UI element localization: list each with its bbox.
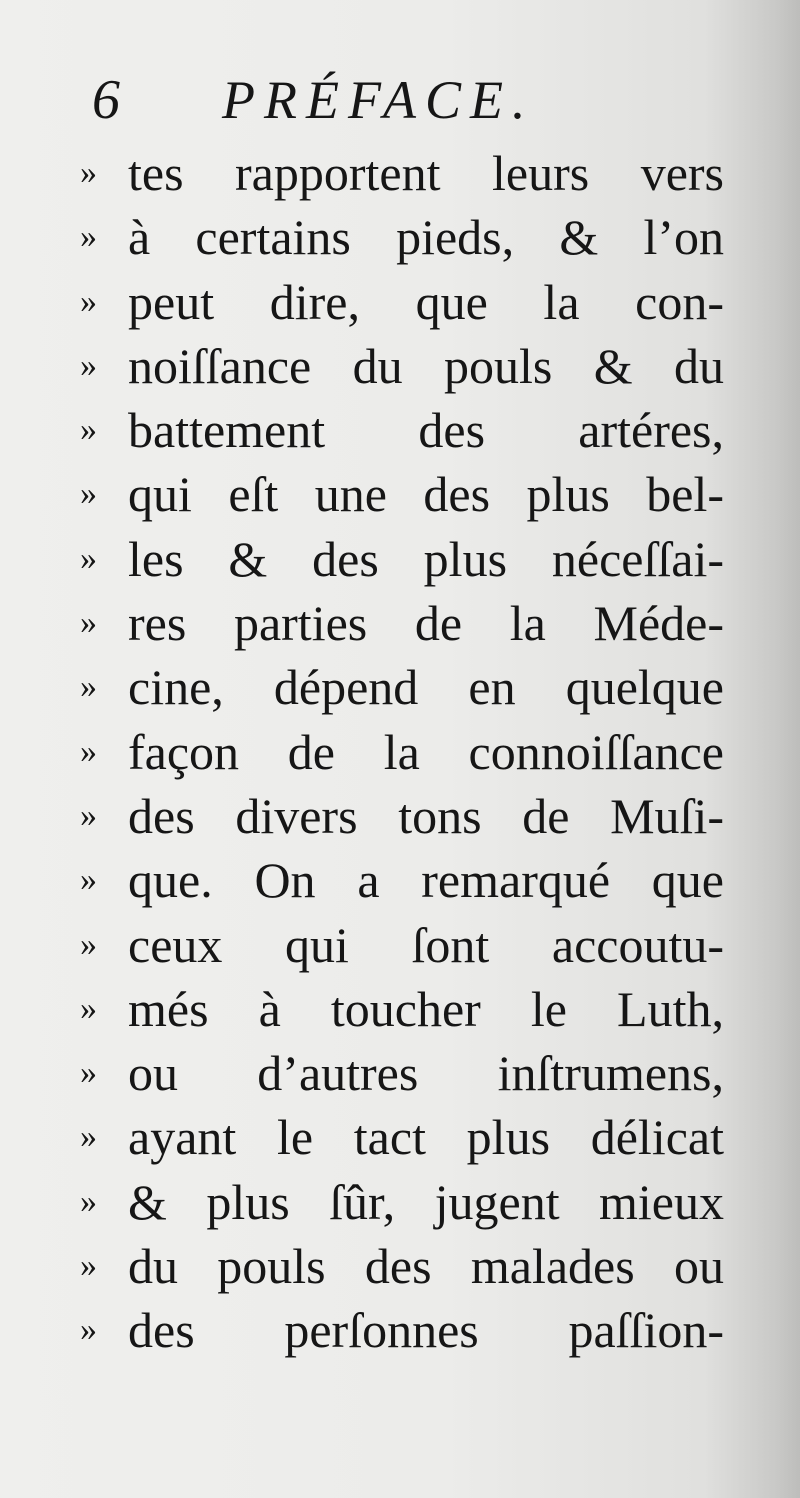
running-header [92,62,652,138]
page-number: 6 [92,69,120,131]
text-line [80,398,730,462]
text-line [80,591,730,655]
quotation-mark: » [80,1182,97,1220]
quotation-mark: » [80,1247,97,1285]
line-text: battement des artéres, [128,402,724,459]
line-text: qui eſt une des plus bel- [128,466,724,523]
text-line [80,141,730,205]
line-text: cine, dépend en quelque [128,659,724,716]
line-text: noiſſance du pouls & du [128,337,724,394]
quotation-mark: » [80,1118,97,1156]
text-line [80,527,730,591]
line-text: peut dire, que la con- [128,273,724,330]
text-line [80,720,730,784]
quotation-mark: » [80,668,97,706]
line-text: du pouls des malades ou [128,1238,724,1295]
quotation-mark: » [80,796,97,834]
line-text: à certains pieds, & l’on [128,209,724,266]
quotation-mark: » [80,346,97,384]
text-line [80,1234,730,1298]
text-line [80,913,730,977]
quotation-mark: » [80,282,97,320]
quotation-mark: » [80,411,97,449]
text-line [80,462,730,526]
running-title: PRÉFACE. [222,70,535,130]
text-line [80,655,730,719]
quotation-mark: » [80,989,97,1027]
text-line [80,205,730,269]
text-line [80,977,730,1041]
text-line [80,270,730,334]
line-text: més à toucher le Luth, [128,980,724,1037]
line-text: ayant le tact plus délicat [128,1109,724,1166]
text-line [80,1041,730,1105]
quotation-mark: » [80,604,97,642]
text-line [80,1298,730,1362]
quotation-mark: » [80,539,97,577]
line-text: res parties de la Méde- [128,595,724,652]
quotation-mark: » [80,218,97,256]
quotation-mark: » [80,154,97,191]
quotation-mark: » [80,861,97,899]
text-line [80,848,730,912]
line-text: ceux qui ſont accoutu- [128,916,724,973]
line-text: & plus ſûr, jugent mieux [128,1173,724,1230]
quotation-mark: » [80,1054,97,1092]
line-text: tes rapportent leurs vers [128,145,724,201]
text-line [80,1170,730,1234]
line-text: que. On a remarqué que [128,852,724,909]
line-text: des divers tons de Muſi- [128,787,724,844]
text-line [80,784,730,848]
quotation-mark: » [80,732,97,770]
line-text: les & des plus néceſſai- [128,530,724,587]
line-text: ou d’autres inſtrumens, [128,1045,724,1102]
text-line [80,334,730,398]
text-line [80,1105,730,1169]
quotation-mark: » [80,1311,97,1349]
line-text: des perſonnes paſſion- [128,1302,724,1359]
quotation-mark: » [80,475,97,513]
quotation-mark: » [80,925,97,963]
body-text [80,141,730,1363]
line-text: façon de la connoiſſance [128,723,724,780]
